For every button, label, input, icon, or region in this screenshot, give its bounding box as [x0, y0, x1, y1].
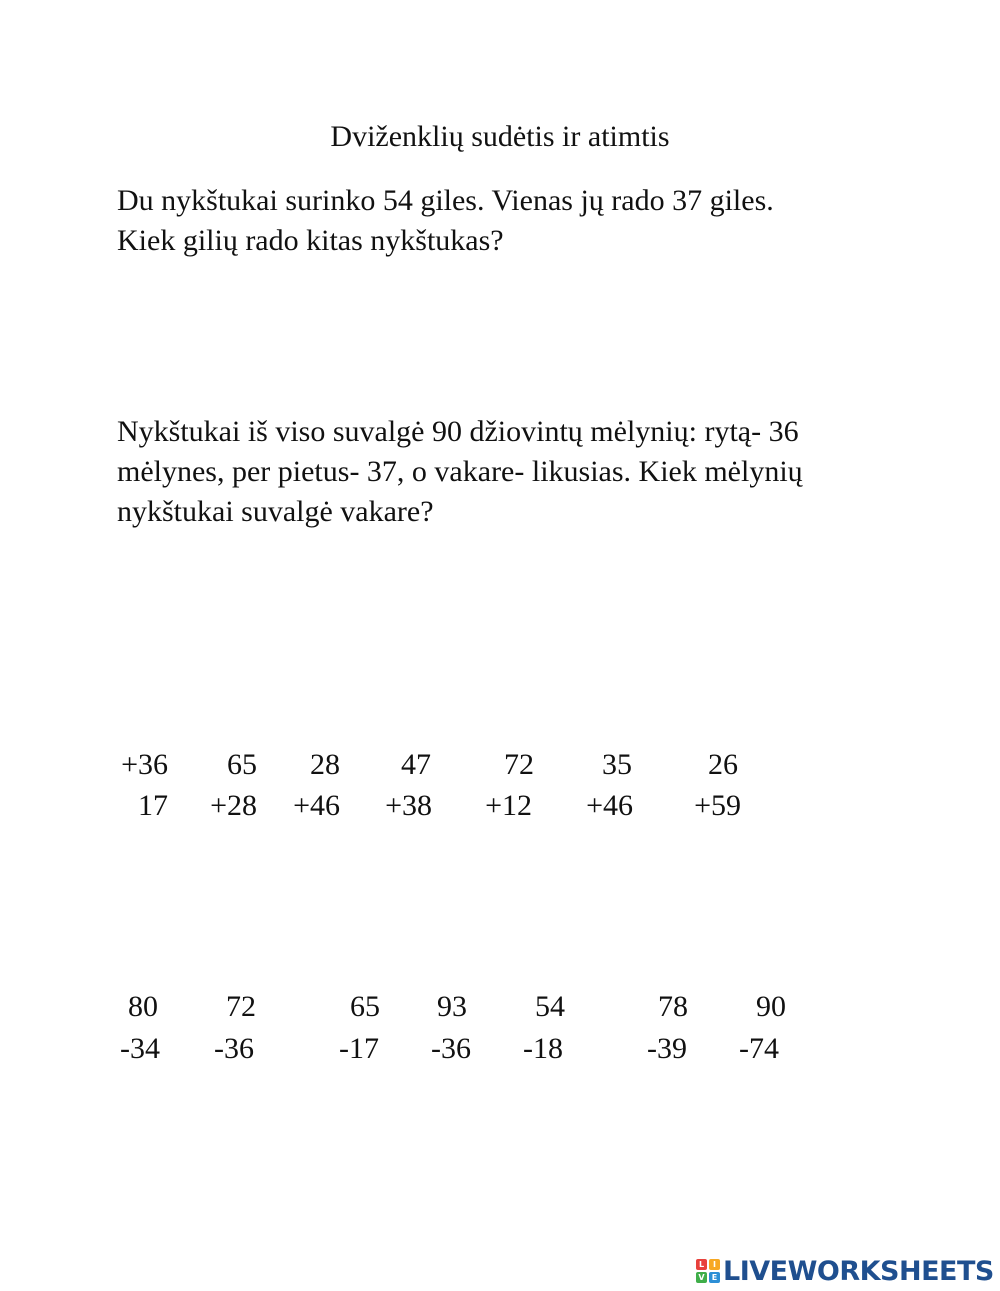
liveworksheets-logo [696, 1254, 994, 1288]
problem-line: nykštukai suvalgė vakare? [117, 495, 434, 528]
problem-line: Kiek gilių rado kitas nykštukas? [117, 224, 504, 257]
logo-square: E [709, 1272, 720, 1283]
subtraction-2-bottom: -36 [214, 1032, 254, 1065]
addition-4-top: 47 [401, 748, 431, 781]
subtraction-4-bottom: -36 [431, 1032, 471, 1065]
subtraction-7-top: 90 [756, 990, 786, 1023]
addition-7-top: 26 [708, 748, 738, 781]
subtraction-7-bottom: -74 [739, 1032, 779, 1065]
addition-5-top: 72 [504, 748, 534, 781]
subtraction-5-bottom: -18 [523, 1032, 563, 1065]
word-problem-1 [117, 181, 917, 261]
subtraction-6-bottom: -39 [647, 1032, 687, 1065]
addition-4-bottom: +38 [385, 789, 432, 822]
addition-5-bottom: +12 [485, 789, 532, 822]
page-title: Dviženklių sudėtis ir atimtis [330, 120, 670, 153]
addition-1-top: +36 [121, 748, 168, 781]
problem-line: mėlynes, per pietus- 37, o vakare- likusias. Kiek mėlynių [117, 455, 803, 488]
subtraction-3-top: 65 [350, 990, 380, 1023]
addition-6-top: 35 [602, 748, 632, 781]
addition-1-bottom: 17 [138, 789, 168, 822]
subtraction-6-top: 78 [658, 990, 688, 1023]
logo-square: V [696, 1272, 707, 1283]
logo-mark-icon [696, 1259, 720, 1283]
subtraction-4-top: 93 [437, 990, 467, 1023]
problem-line: Du nykštukai surinko 54 giles. Vienas jų rado 37 giles. [117, 184, 774, 217]
subtraction-3-bottom: -17 [339, 1032, 379, 1065]
addition-7-bottom: +59 [694, 789, 741, 822]
logo-square: I [709, 1259, 720, 1270]
subtraction-1-top: 80 [128, 990, 158, 1023]
problem-line: Nykštukai iš viso suvalgė 90 džiovintų mėlynių: rytą- 36 [117, 415, 799, 448]
addition-3-bottom: +46 [293, 789, 340, 822]
addition-6-bottom: +46 [586, 789, 633, 822]
subtraction-2-top: 72 [226, 990, 256, 1023]
addition-3-top: 28 [310, 748, 340, 781]
logo-square: L [696, 1259, 707, 1270]
addition-2-bottom: +28 [210, 789, 257, 822]
word-problem-2 [117, 412, 917, 532]
subtraction-5-top: 54 [535, 990, 565, 1023]
addition-2-top: 65 [227, 748, 257, 781]
subtraction-1-bottom: -34 [120, 1032, 160, 1065]
logo-text: LIVEWORKSHEETS [723, 1255, 994, 1287]
